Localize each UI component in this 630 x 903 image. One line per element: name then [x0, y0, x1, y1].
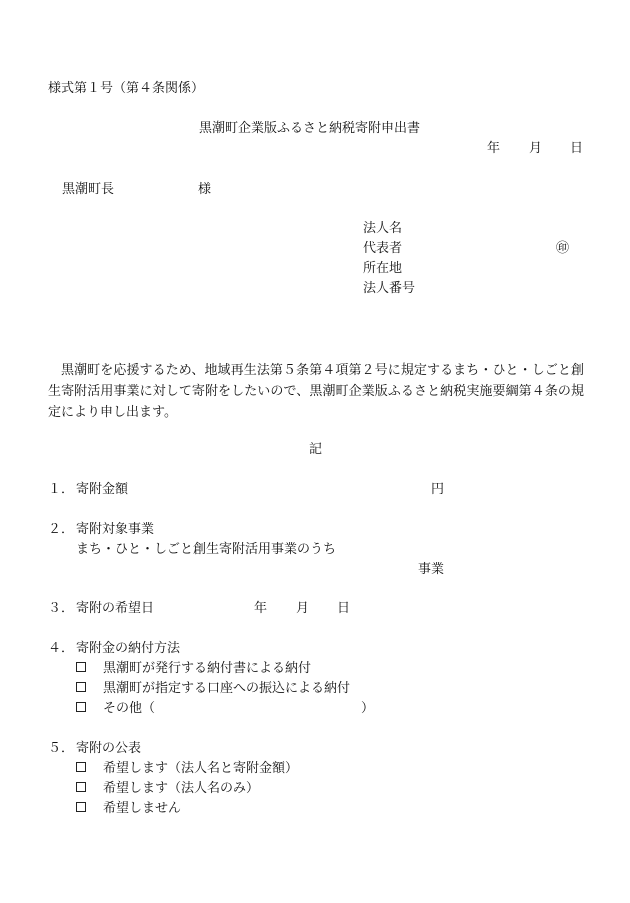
- body-paragraph: 黒潮町を応援するため、地域再生法第５条第４項第２号に規定するまち・ひと・しごと創生寄附活用事業に対して寄附をしたいので、黒潮町企業版ふるさと納税実施要綱第４条の規定により申し出ます。: [48, 363, 584, 420]
- desired-month: 月: [296, 601, 310, 616]
- item-2-number: ２．: [48, 522, 75, 537]
- project-sub-label: まち・ひと・しごと創生寄附活用事業のうち: [76, 542, 337, 557]
- checkbox-icon[interactable]: [76, 782, 86, 792]
- addressee-name: 黒潮町長: [62, 182, 115, 197]
- date-month: 月: [529, 141, 543, 156]
- form-number: 様式第１号（第４条関係）: [48, 81, 205, 96]
- checkbox-icon[interactable]: [76, 682, 86, 692]
- payment-option-label: その他（: [103, 701, 156, 716]
- payment-option-transfer[interactable]: [76, 681, 351, 696]
- payment-option-invoice[interactable]: [76, 661, 312, 676]
- other-close-paren: ）: [361, 701, 375, 716]
- addressee-honorific: 様: [198, 182, 212, 197]
- project-suffix: 事業: [418, 562, 445, 577]
- publication-option-name-only[interactable]: [76, 781, 260, 796]
- checkbox-icon[interactable]: [76, 662, 86, 672]
- date-day: 日: [570, 141, 584, 156]
- payment-option-other[interactable]: [76, 701, 156, 716]
- item-3-label: 寄附の希望日: [76, 601, 155, 616]
- payment-option-label: 黒潮町が発行する納付書による納付: [103, 661, 312, 676]
- representative-label: 代表者: [363, 241, 403, 256]
- item-2-label: 寄附対象事業: [76, 522, 155, 537]
- date-year: 年: [487, 141, 501, 156]
- address-label: 所在地: [363, 261, 403, 276]
- item-1-label: 寄附金額: [76, 482, 129, 497]
- corp-name-label: 法人名: [363, 221, 403, 236]
- desired-day: 日: [337, 601, 351, 616]
- checkbox-icon[interactable]: [76, 762, 86, 772]
- amount-unit: 円: [431, 482, 445, 497]
- ki-heading: 記: [309, 442, 323, 457]
- publication-option-label: 希望します（法人名と寄附金額）: [103, 761, 299, 776]
- payment-option-label: 黒潮町が指定する口座への振込による納付: [103, 681, 351, 696]
- corp-number-label: 法人番号: [363, 281, 416, 296]
- item-1-number: １．: [48, 482, 75, 497]
- publication-option-label: 希望しません: [103, 801, 182, 816]
- desired-year: 年: [254, 601, 268, 616]
- item-5-label: 寄附の公表: [76, 741, 142, 756]
- publication-option-label: 希望します（法人名のみ）: [103, 781, 260, 796]
- checkbox-icon[interactable]: [76, 702, 86, 712]
- document-title: 黒潮町企業版ふるさと納税寄附申出書: [199, 121, 421, 136]
- seal-mark: ㊞: [556, 241, 570, 256]
- checkbox-icon[interactable]: [76, 802, 86, 812]
- item-3-number: ３．: [48, 601, 75, 616]
- item-4-label: 寄附金の納付方法: [76, 641, 181, 656]
- item-4-number: ４．: [48, 641, 75, 656]
- item-5-number: ５．: [48, 741, 75, 756]
- publication-option-name-amount[interactable]: [76, 761, 299, 776]
- publication-option-none[interactable]: [76, 801, 182, 816]
